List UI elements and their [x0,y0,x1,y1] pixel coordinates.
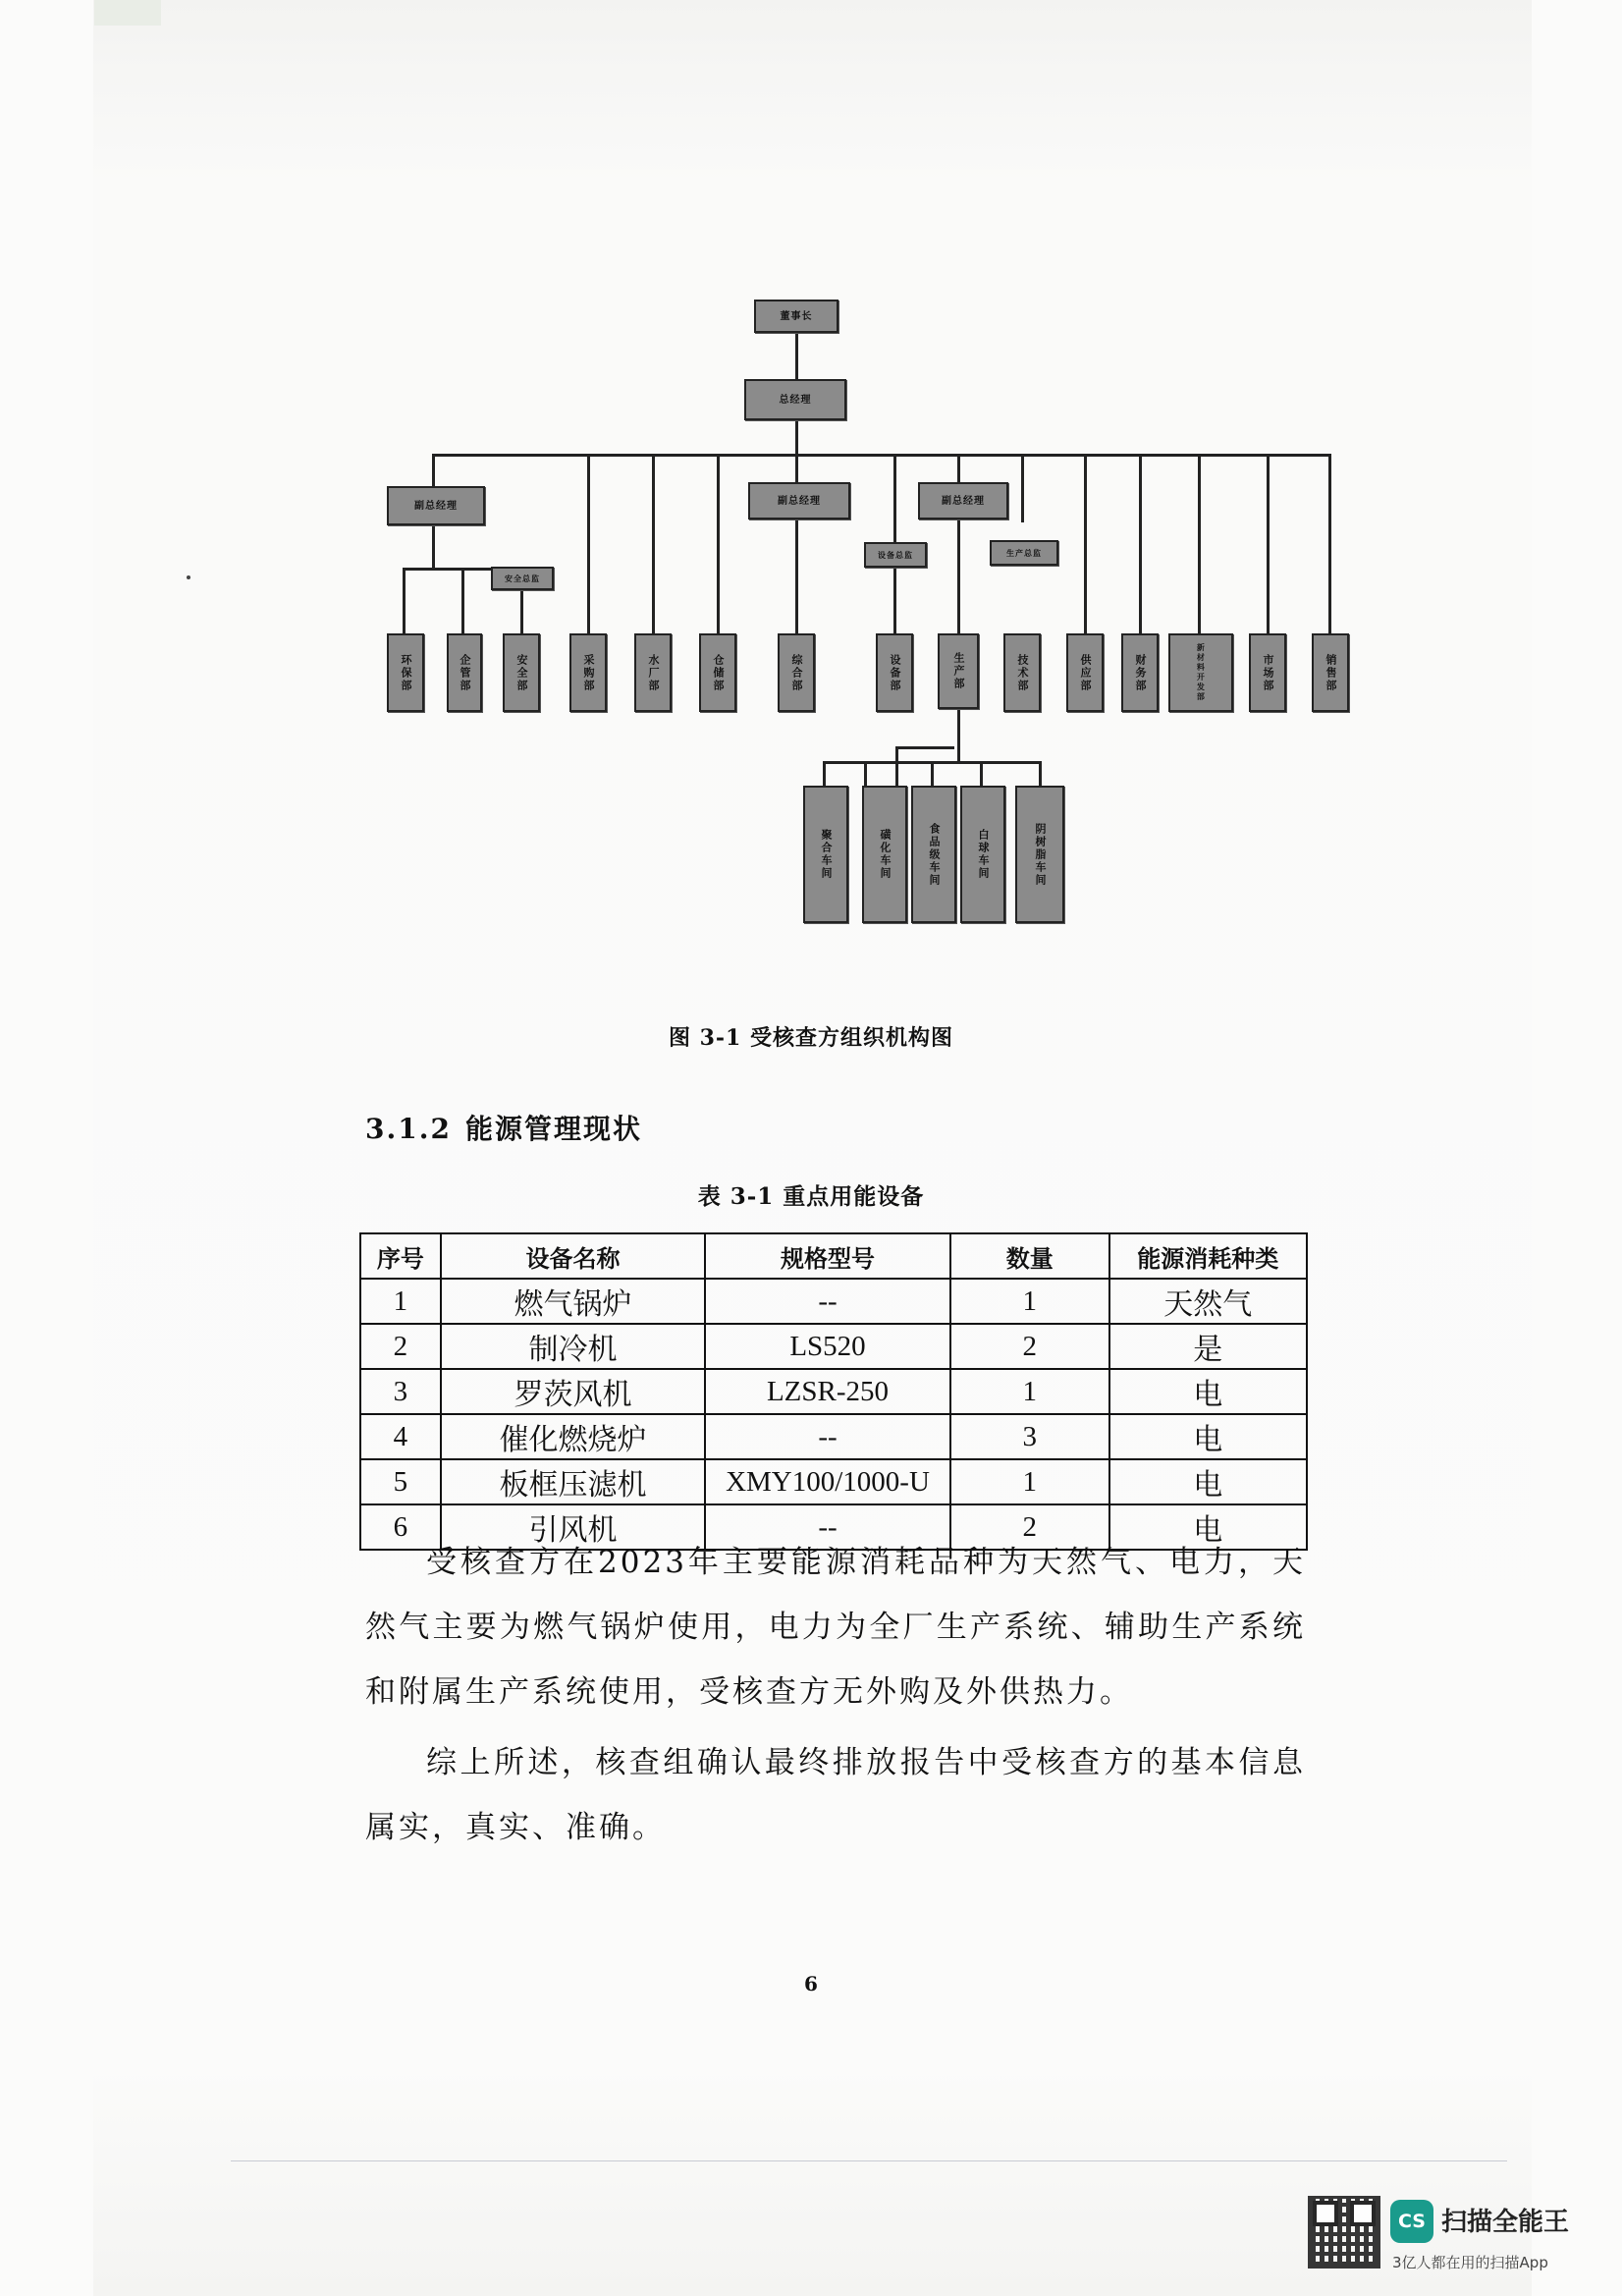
dept-integrated: 企管部 [447,633,482,712]
table-cell: 6 [360,1504,441,1550]
table-cell: 引风机 [441,1504,705,1550]
table-row [360,1324,1307,1369]
workshop-food-grade: 食品级车间 [911,786,956,923]
col-header: 规格型号 [705,1233,950,1279]
col-header: 序号 [360,1233,441,1279]
workshop-sulfonation: 磺化车间 [862,786,907,923]
dept-supply: 供应部 [1066,633,1104,712]
dept-safety: 安全部 [503,633,540,712]
table-row [360,1414,1307,1459]
org-node-equipment-director: 设备总监 [864,542,927,568]
workshop-polymer: 聚合车间 [803,786,848,923]
table-cell: 3 [360,1369,441,1414]
table-cell: 制冷机 [441,1324,705,1369]
dept-sales: 销售部 [1312,633,1349,712]
dept-production: 生产部 [938,633,979,709]
dept-finance: 财务部 [1121,633,1159,712]
table-cell: XMY100/1000-U [705,1459,950,1504]
dept-procurement: 采购部 [569,633,607,712]
table-cell: -- [705,1414,950,1459]
table-cell: 板框压滤机 [441,1459,705,1504]
org-node-production-director: 生产总监 [990,540,1058,566]
table-cell: 3 [950,1414,1109,1459]
camscanner-logo-icon: CS [1390,2200,1433,2243]
dept-rd: 新材料开发部 [1168,633,1233,712]
table-cell: 电 [1109,1414,1308,1459]
table-cell: 罗茨风机 [441,1369,705,1414]
table-cell: 4 [360,1414,441,1459]
watermark-tagline: 3亿人都在用的扫描App [1392,2254,1548,2271]
dept-warehouse: 仓储部 [699,633,736,712]
page-number: 6 [804,1972,818,1995]
dept-env: 环保部 [387,633,424,712]
table-cell: 5 [360,1459,441,1504]
org-node-safety-director: 安全总监 [491,567,554,590]
workshop-resin: 阴树脂车间 [1015,786,1064,923]
table-cell: 天然气 [1109,1279,1308,1324]
table-header-row [360,1233,1307,1279]
col-header: 能源消耗种类 [1109,1233,1308,1279]
dept-equipment: 设备部 [876,633,913,712]
table-cell: LS520 [705,1324,950,1369]
org-node-deputy-gm-left: 副总经理 [387,486,485,525]
section-title: 能源管理现状 [464,1113,642,1145]
workshop-white-ball: 白球车间 [960,786,1005,923]
section-heading [365,1108,642,1147]
org-node-chairman: 董事长 [754,300,838,333]
table-cell: 1 [950,1459,1109,1504]
org-node-general-manager: 总经理 [744,379,846,420]
dept-technology: 技术部 [1003,633,1041,712]
watermark-app-name: 扫描全能王 [1441,2208,1570,2237]
dept-comprehensive: 综合部 [778,633,815,712]
table-cell: -- [705,1504,950,1550]
org-chart [0,0,1622,982]
table-cell: -- [705,1279,950,1324]
equipment-table [359,1232,1308,1551]
dept-market: 市场部 [1249,633,1286,712]
body-paragraph: 受核查方在2023年主要能源消耗品种为天然气、电力，天然气主要为燃气锅炉使用，电力为全厂生产系统、辅助生产系统和附属生产系统使用，受核查方无外购及外供热力。 [365,1545,1306,1710]
table-cell: 2 [950,1504,1109,1550]
body-paragraph: 综上所述，核查组确认最终排放报告中受核查方的基本信息属实，真实、准确。 [365,1745,1306,1845]
table-row [360,1459,1307,1504]
table-caption: 表 3-1 重点用能设备 [697,1183,925,1210]
dept-water-plant: 水厂部 [634,633,672,712]
table-cell: 2 [360,1324,441,1369]
table-cell: 1 [950,1279,1109,1324]
table-row [360,1279,1307,1324]
table-cell: 燃气锅炉 [441,1279,705,1324]
table-cell: 1 [360,1279,441,1324]
org-node-deputy-gm-mid: 副总经理 [748,482,850,519]
table-cell: 1 [950,1369,1109,1414]
table-cell: 是 [1109,1324,1308,1369]
table-row [360,1369,1307,1414]
table-cell: 2 [950,1324,1109,1369]
table-cell: 催化燃烧炉 [441,1414,705,1459]
table-cell: 电 [1109,1504,1308,1550]
table-cell: 电 [1109,1459,1308,1504]
section-number: 3.1.2 [365,1113,452,1145]
qr-code-icon [1308,2196,1380,2269]
col-header: 数量 [950,1233,1109,1279]
org-node-deputy-gm-right: 副总经理 [918,482,1008,519]
footer-divider [231,2160,1507,2161]
col-header: 设备名称 [441,1233,705,1279]
table-cell: 电 [1109,1369,1308,1414]
table-cell: LZSR-250 [705,1369,950,1414]
figure-caption: 图 3-1 受核查方组织机构图 [668,1025,954,1051]
